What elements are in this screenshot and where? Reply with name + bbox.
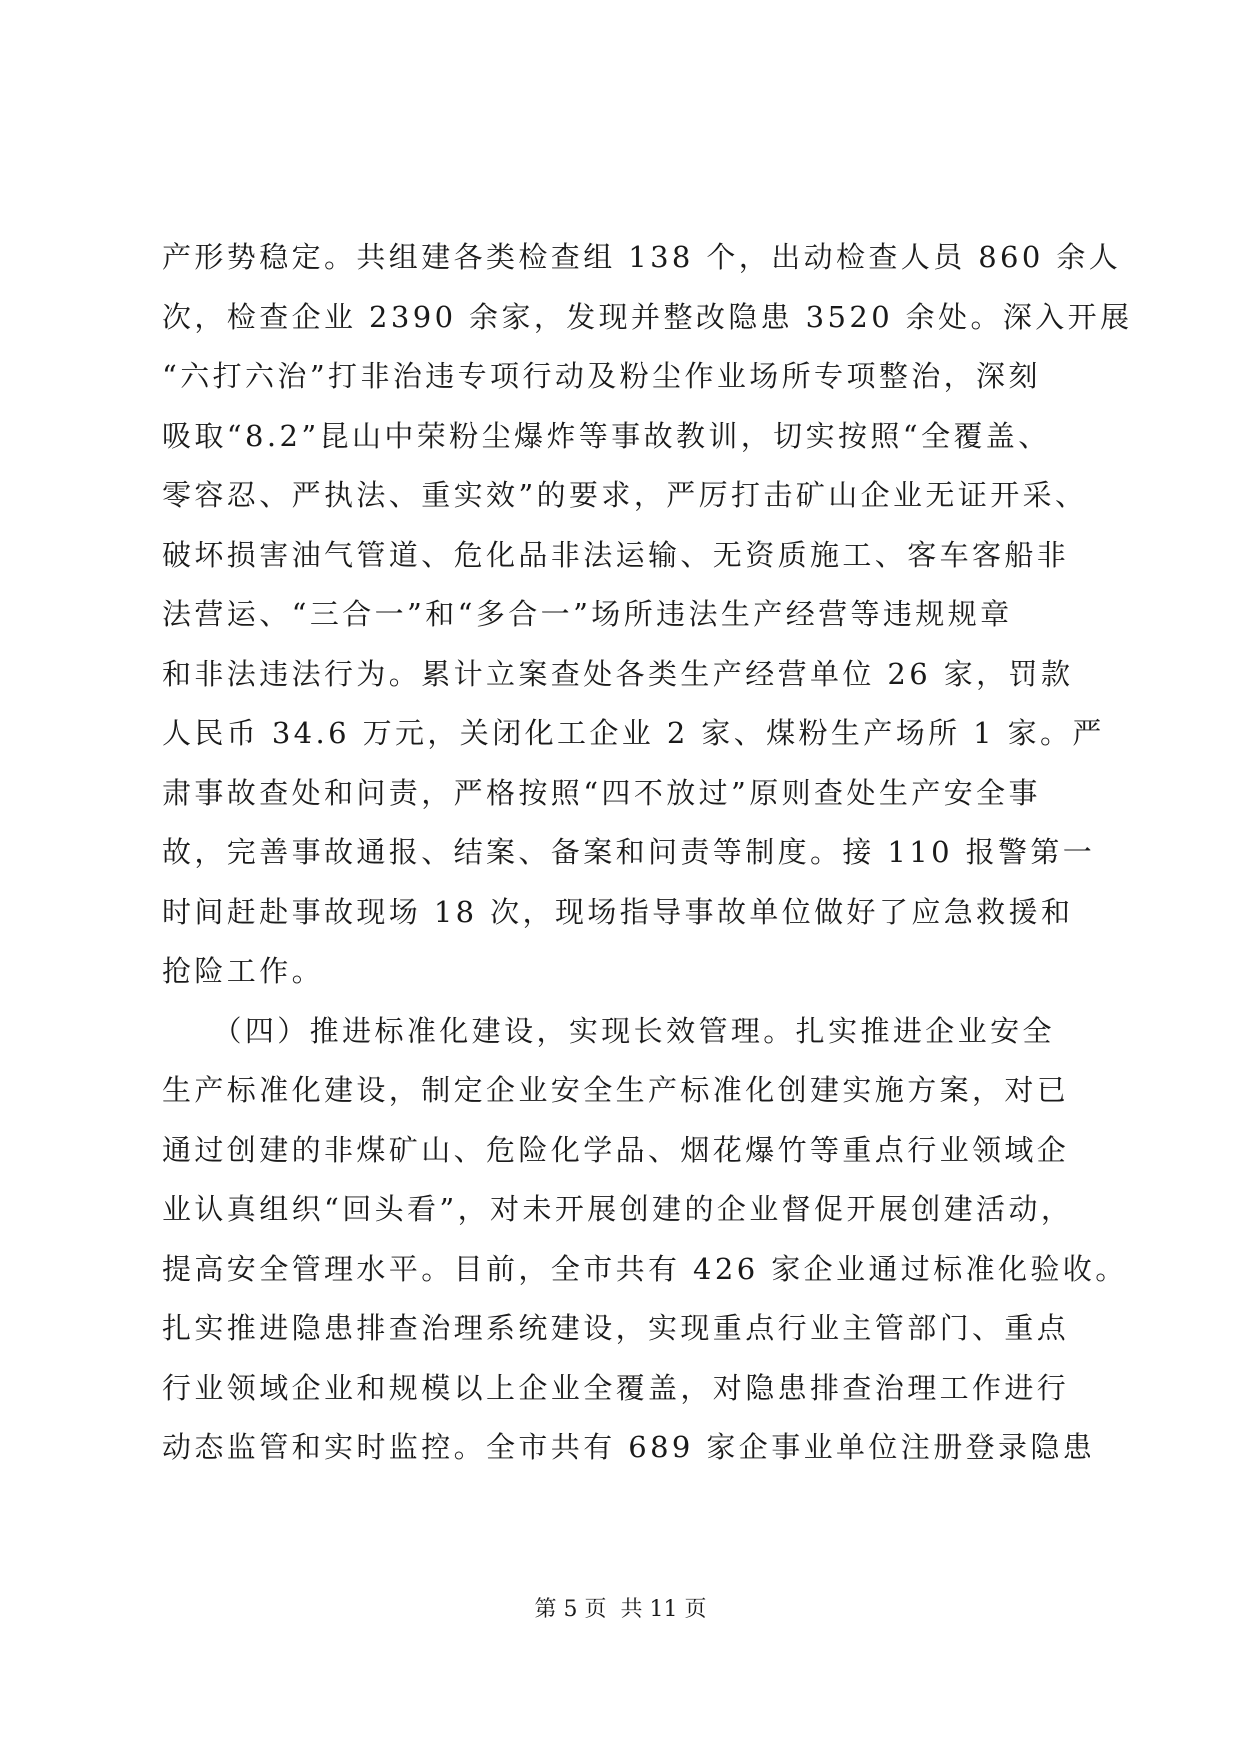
text-line: 吸取“8.2”昆山中荣粉尘爆炸等事故教训，切实按照“全覆盖、 <box>162 418 1051 453</box>
text-line: 法营运、“三合一”和“多合一”场所违法生产经营等违规规章 <box>162 597 1013 631</box>
text-line: 提高安全管理水平。目前，全市共有 426 家企业通过标准化验收。 <box>162 1251 1128 1286</box>
text-line: 抢险工作。 <box>162 954 325 988</box>
text-line: 零容忍、严执法、重实效”的要求，严厉打击矿山企业无证开采、 <box>162 478 1088 512</box>
text-line: 生产标准化建设，制定企业安全生产标准化创建实施方案，对已 <box>162 1073 1070 1107</box>
page-number-footer: 第 5 页 共 11 页 <box>534 1597 707 1622</box>
text-line: 通过创建的非煤矿山、危险化学品、烟花爆竹等重点行业领域企 <box>162 1132 1070 1167</box>
text-line: “六打六治”打非治违专项行动及粉尘作业场所专项整治，深刻 <box>162 359 1041 393</box>
body-text <box>162 228 1133 1478</box>
text-line: 破坏损害油气管道、危化品非法运输、无资质施工、客车客船非 <box>162 537 1070 572</box>
text-line: 故，完善事故通报、结案、备案和问责等制度。接 110 报警第一 <box>162 835 1096 869</box>
text-line: 和非法违法行为。累计立案查处各类生产经营单位 26 家，罚款 <box>162 656 1074 691</box>
text-line: （四）推进标准化建设，实现长效管理。扎实推进企业安全 <box>162 1013 1055 1048</box>
text-line: 扎实推进隐患排查治理系统建设，实现重点行业主管部门、重点 <box>162 1311 1070 1345</box>
text-line: 产形势稳定。共组建各类检查组 138 个，出动检查人员 860 余人 <box>162 240 1122 274</box>
text-line: 次，检查企业 2390 余家，发现并整改隐患 3520 余处。深入开展 <box>162 299 1133 334</box>
text-line: 时间赶赴事故现场 18 次，现场指导事故单位做好了应急救援和 <box>162 894 1074 929</box>
text-line: 动态监管和实时监控。全市共有 689 家企事业单位注册登录隐患 <box>162 1430 1096 1464</box>
text-line: 业认真组织“回头看”，对未开展创建的企业督促开展创建活动， <box>162 1192 1074 1226</box>
text-line: 行业领域企业和规模以上企业全覆盖，对隐患排查治理工作进行 <box>162 1370 1070 1405</box>
text-line: 人民币 34.6 万元，关闭化工企业 2 家、煤粉生产场所 1 家。严 <box>162 716 1105 750</box>
text-line: 肃事故查处和问责，严格按照“四不放过”原则查处生产安全事 <box>162 775 1041 810</box>
